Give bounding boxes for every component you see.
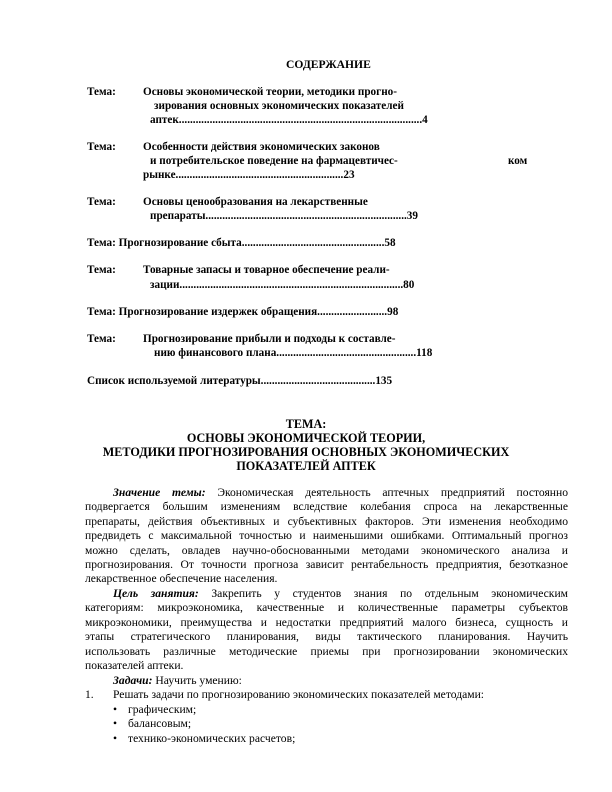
toc-entry-2-line-3: рынке............................................................23: [143, 169, 355, 181]
goal-line-4: этапы стратегического планирования, виды тактического планирования. Научить: [85, 630, 568, 644]
toc-entry-2-line-2-end: ком: [508, 155, 528, 167]
section-title-line-3: МЕТОДИКИ ПРОГНОЗИРОВАНИЯ ОСНОВНЫХ ЭКОНОМИЧЕСКИХ: [102, 445, 510, 459]
toc-label: Тема:: [87, 141, 116, 153]
significance-line-3: препараты, действия объективных и субъективных факторов. Эти изменения необходимо: [85, 514, 568, 528]
toc-label: Тема:: [87, 86, 116, 98]
toc-entry-5-line-2: зации................................................................................80: [150, 279, 415, 291]
toc-entry-3-line-2: препараты........................................................................39: [150, 210, 418, 222]
goal-paragraph: [85, 587, 568, 673]
significance-line-7: лекарственное обеспечение населения.: [85, 572, 278, 586]
toc-heading: СОДЕРЖАНИЕ: [286, 58, 371, 71]
bullet-marker: •: [113, 703, 118, 716]
toc-entry-5-line-1: Товарные запасы и товарное обеспечение реали-: [143, 264, 390, 276]
tasks-line: [113, 674, 242, 688]
list-item-number: 1.: [85, 688, 94, 701]
goal-line-1: Закрепить у студентов знания по отдельным экономическим: [211, 587, 568, 600]
bullet-item-3: технико-экономических расчетов;: [128, 732, 296, 745]
bullet-item-2: балансовым;: [128, 717, 192, 730]
toc-entry-3-line-1: Основы ценообразования на лекарственные: [143, 196, 368, 208]
toc-entry-8: Список используемой литературы.........................................135: [87, 375, 393, 387]
toc-entry-6: Тема: Прогнозирование издержек обращения.........................98: [87, 306, 399, 318]
tasks-text: Научить умению:: [155, 674, 242, 687]
toc-label: Тема:: [87, 264, 116, 276]
significance-line-5: можно сделать, овладев научно-обоснованными методами экономического анализа и: [85, 543, 568, 557]
significance-line-1: Экономическая деятельность аптечных предприятий постоянно: [217, 486, 569, 499]
toc-entry-7-line-1: Прогнозирование прибыли и подходы к составле-: [143, 333, 396, 345]
significance-line-2: подвергается большим изменениям вследствие колебания спроса на лекарственные: [85, 500, 568, 514]
toc-entry-2-line-1: Особенности действия экономических законов: [143, 141, 380, 153]
bullet-marker: •: [113, 732, 118, 745]
goal-line-6: показателей аптеки.: [85, 659, 184, 673]
toc-label: Тема:: [87, 333, 116, 345]
section-title-line-4: ПОКАЗАТЕЛЕЙ АПТЕК: [236, 459, 376, 473]
toc-label: Тема:: [87, 196, 116, 208]
toc-entry-7-line-2: нию финансового плана..................................................118: [154, 347, 433, 359]
section-title-line-2: ОСНОВЫ ЭКОНОМИЧЕСКОЙ ТЕОРИИ,: [186, 431, 426, 445]
goal-line-5: использовать различные методические приемы при прогнозировании экономических: [85, 644, 568, 658]
goal-line-2: категориям: микроэкономика, качественные и количественные параметры субъектов: [85, 601, 568, 615]
bullet-item-1: графическим;: [128, 703, 197, 716]
significance-line-6: прогнозирования. От точности прогноза зависит рентабельность предприятия, безотказное: [85, 558, 568, 572]
list-item-text: Решать задачи по прогнозированию экономических показателей методами:: [113, 688, 484, 701]
significance-line-4: предвидеть с максимальной точностью и наименьшими ошибками. Оптимальный прогноз: [85, 529, 568, 543]
significance-paragraph: [85, 486, 568, 587]
toc-entry-2-line-2: и потребительское поведение на фармацевтичес-: [150, 155, 398, 167]
toc-entry-1-line-1: Основы экономической теории, методики прогно-: [143, 86, 398, 98]
toc-entry-4: Тема: Прогнозирование сбыта...................................................58: [87, 237, 396, 249]
toc-entry-1-line-2: зирования основных экономических показателей: [154, 100, 404, 112]
tasks-label: Задачи:: [113, 674, 153, 687]
goal-label: Цель занятия:: [113, 587, 199, 600]
goal-line-3: микроэкономики, преимущества и недостатки предприятий малого бизнеса, сущность и: [85, 615, 568, 629]
bullet-marker: •: [113, 717, 118, 730]
section-title-line-1: ТЕМА:: [285, 417, 327, 431]
significance-label: Значение темы:: [113, 486, 206, 499]
toc-entry-1-line-3: аптек.......................................................................................4: [150, 114, 428, 126]
